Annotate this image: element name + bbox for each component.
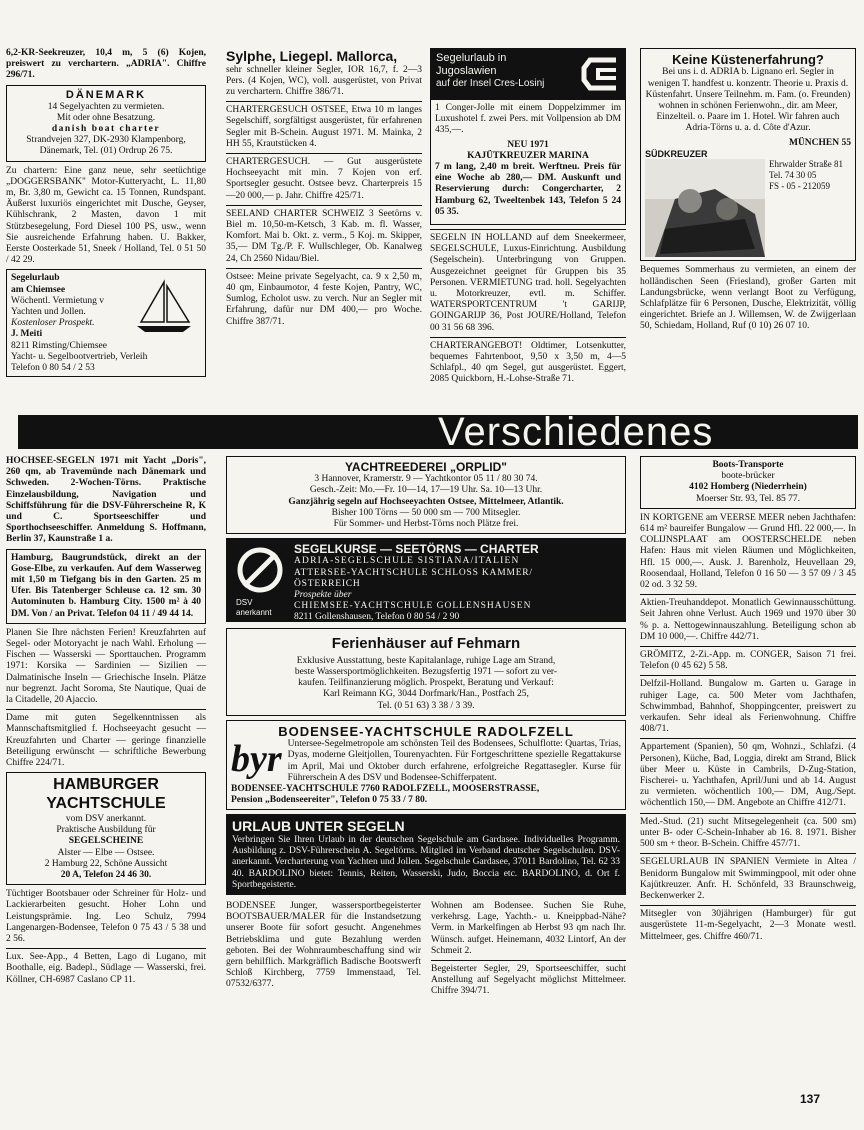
middle-bottom-columns — [226, 901, 626, 1001]
ad-daenemark-line: 14 Segelyachten zu vermieten. — [47, 101, 165, 112]
ad-kuestenerfahrung-text: Bei uns i. d. ADRIA b. Lignano erl. Segler in wenigen T. handfest u. konzentr. Theorie u. Praxis d. Küstenfahrt. Unsere Teilnehm. m. Fam. (o. Freunden) wohnen in schönen Ferienwohn., dir. am Meer, Einzelteil. o. Paare im 1. Hotel. Wir fahren auch Adria-Törns u. a. d. Côte d'Azur. — [645, 67, 851, 134]
ad-orplid-title: YACHTREEDEREI „ORPLID" — [345, 460, 507, 474]
ad-cres-kajut: KAJÜTKREUZER MARINA — [467, 150, 589, 161]
ad-suedkreuzer-address — [769, 159, 853, 191]
ad-bt-line: boote-brücker — [721, 471, 775, 482]
ad-chiemsee-line: Yachten und Jollen. — [11, 307, 86, 318]
ad-cres-text: 1 Conger-Jolle mit einem Doppelzimmer im Luxushotel f. zwei Pers. mit Vollpension ab DM 435,—. — [435, 103, 621, 136]
ad-chiemsee-line: 8211 Rimsting/Chiemsee — [11, 340, 107, 351]
ad-charterangebot: CHARTERANGEBOT! Oldtimer, Lotsenkutter, bequemes Fahrtenboot, 9,50 x 3,50 m, 4—5 Schlafpl., 40 qm Segel, gut ausgerüstet. Eggert, 2085 Quickborn, H.-Lohse-Straße 71. — [430, 340, 626, 385]
ad-fehmarn-title: Ferienhäuser auf Fehmarn — [331, 635, 521, 653]
ad-kuestenerfahrung — [640, 48, 856, 261]
ad-cres-line: Segelurlaub in — [436, 52, 507, 64]
ad-segelkurse-title: SEGELKURSE — SEETÖRNS — CHARTER — [294, 542, 539, 557]
ad-bodensee-yachtschule — [226, 720, 626, 811]
ad-chartergesuch: CHARTERGESUCH. — Gut ausgerüstete Hochseeyacht mit min. 7 Kojen von erf. Sportsegler gesucht. Ostsee bevz. Charterpreis 15—20 000,— p. Jahr. Chiffre 425/71. — [226, 156, 422, 201]
ad-suedkreuzer-street: Ehrwalder Straße 81 — [769, 159, 843, 170]
ad-begeisterter-segler: Begeisterter Segler, 29, Sportseeschiffer, sucht Anstellung auf Segelyacht möglichst Mittelmeer. Chiffre 394/71. — [431, 963, 626, 997]
ad-groemitz: GRÖMITZ, 2-Zi.-App. m. CONGER, Saison 71 frei. Telefon (0 45 62) 5 58. — [640, 650, 856, 672]
ad-orplid-line: Ganzjährig segeln auf Hochseeyachten Ostsee, Mittelmeer, Atlantik. — [288, 496, 564, 507]
ad-segeln-holland: SEGELN IN HOLLAND auf dem Sneekermeer, SEGELSCHULE, Luxus-Einrichtung. Ausbildung (Segelschein). Unterbringung von Gruppen. Ausgezeichnet geeignet für Gruppen bis 35 Personen. VERMIETUNG trad. holl. Segelyachten u. Motorkreuzer, evtl. m. Schiffer. WATERSPORTCENTRUM 't GARIJP, GOINGARIJP 36, Post JOURE/Holland, Telefon 00 31 56 68 396. — [430, 233, 626, 333]
ad-uus-title: URLAUB UNTER SEGELN — [232, 818, 405, 835]
ad-appartement-spanien: Appartement (Spanien), 50 qm, Wohnzi., Schlafzi. (4 Personen), Küche, Bad, Loggia, direkt am Strand, Blick über Meer u. Küste in Cambrils, D-Zug-Station, Fischerei- u. Yachthafen, April/Juni und ab 14. August zu vermieten. wöchentlich 100,— DM, Aug./Sept. wöchentlich 150,— DM. Angebote an Chiffre 412/71. — [640, 742, 856, 809]
column-1-top — [6, 48, 206, 381]
ad-hys-line: SEGELSCHEINE — [68, 836, 144, 847]
ad-bt-line: 4102 Homberg (Niederrhein) — [689, 482, 807, 493]
ad-hys-title: YACHTSCHULE — [46, 795, 166, 813]
ad-chiemsee-phone: Telefon 0 80 54 / 2 53 — [11, 363, 95, 374]
column-4-top — [640, 48, 856, 336]
dsv-logo-icon — [236, 546, 284, 594]
ad-hys-line: 2 Hamburg 22, Schöne Aussicht — [44, 858, 168, 869]
ad-orplid-line: Für Sommer- und Herbst-Törns noch Plätze frei. — [333, 518, 519, 529]
ad-ostsee-private: Ostsee: Meine private Segelyacht, ca. 9 x 2,50 m, 40 qm, Einbaumotor, 4 feste Kojen, Pantry, WC, Sumlog, Echolot usw. zu verch. Nur an Segler mit Erfahrung, dafür nur DM 400,— pro Woche. Chiffre 387/71. — [226, 271, 422, 327]
ad-hys-line: 20 A, Telefon 24 46 30. — [60, 870, 152, 881]
ad-sylphe: sehr schneller kleiner Segler, IOR 16,7, f. 2—3 Pers. (4 Kojen, WC), voll. ausgerüstet, von Privat zu verchartern. Chiffre 386/71. — [226, 64, 422, 97]
ad-hys-title: HAMBURGER — [53, 776, 159, 794]
ad-hamburg-grundstueck — [6, 549, 206, 624]
ad-mitsegler: Mitsegler von 30jährigen (Hamburger) für gut ausgerüstete 11-m-Segelyacht, 2—3 Monate westl. Mittelmeer, ges. Chiffre 460/71. — [640, 909, 856, 942]
ad-hamburger-yachtschule — [6, 772, 206, 885]
ad-byr-address: BODENSEE-YACHTSCHULE 7760 RADOLFZELL, MOOSERSTRASSE, — [231, 784, 540, 795]
section-banner-title: Verschiedenes — [438, 415, 714, 449]
ad-byr-text: Untersee-Segelmetropole am schönsten Teil des Bodensees, Schulflotte: Quartas, Trias, Dyas, moderne Gleitjollen, Tourenyachten. Für Fortgeschrittene spezielle Regattakurse im April, Mai und Oktober durch erfahrene, erfolgreiche Regattasegler. Kurse für Führerschein A des DSV und Bodensee-Schifferpatent. — [287, 739, 621, 783]
ad-dame-gesucht: Dame mit guten Segelkenntnissen als Mannschaftsmitglied f. Hochseeyacht gesucht — Kreuzfahrten und Charter — geringe finanzielle Beteiligung erwünscht — schriftliche Bewerbung Chiffre 224/71. — [6, 713, 206, 769]
ad-byr-title: BODENSEE-YACHTSCHULE RADOLFZELL — [278, 723, 574, 739]
ad-planen-ferien: Planen Sie Ihre nächsten Ferien! Kreuzfahrten auf Segel- oder Motoryacht je nach Wahl. Erholung — Fischen — Wasserski — Sporttauchen. Programm 1971: Korsika — Sardinien — Sizilien — Dalmatinische Inseln — Griechische Inseln. Plätze nur begrenzt. Jacht Soroma, Ste Nautique, Quai de la Citadelle, 20 Ajaccio. — [6, 627, 206, 706]
ad-fehmarn-line: beste Wassersportmöglichkeiten. Bezugsfertig 1971 — sofort zu ver- — [294, 667, 558, 678]
ad-aktien: Aktien-Treuhanddepot. Monatlich Gewinnausschüttung. Seit Jahren ohne Verlust. Auch 1969 und 1970 über 30 % p. a. Nettogewinnauszahlung. Beteiligung schon ab DM 10 000,—. Chiffre 442/71. — [640, 598, 856, 642]
column-4-lower — [640, 456, 856, 946]
ad-chiemsee-line: am Chiemsee — [11, 284, 66, 295]
ad-sylphe-title: Sylphe, Liegepl. Mallorca, — [226, 48, 398, 64]
ad-segelkurse-line: 8211 Gollenshausen, Telefon 0 80 54 / 2 90 — [294, 612, 460, 623]
ad-byr-phone: Pension „Bodenseereiter", Telefon 0 75 33 / 7 80. — [231, 795, 428, 806]
ad-suedkreuzer-telex: FS - 05 - 212059 — [769, 180, 831, 191]
section-banner — [18, 415, 858, 449]
ad-hys-line: vom DSV anerkannt. — [65, 814, 147, 825]
ad-lux-see-app: Lux. See-App., 4 Betten, Lago di Lugano, mit Boothalle, eig. Badepl., Südlage — Wasserski, frei. Köllner, CH-6987 Caslano CP 11. — [6, 952, 206, 985]
ad-seeland: SEELAND CHARTER SCHWEIZ 3 Seetörns v. Biel m. 10,50-m-Ketsch, 3 Kab. m. fl. Wasser, Komfort. Mai b. Okt. z. verm., 5 Koj. m. Skipper, 35,— DM Tg./P. F. Wullschleger, Ob. Kanalweg 24, Ch 2560 Nidau/Biel. — [226, 208, 422, 264]
middle-bottom-right — [431, 901, 626, 1001]
ad-segelkurse-line: CHIEMSEE-YACHTSCHULE GOLLENSHAUSEN — [294, 601, 532, 612]
ad-urlaub-unter-segeln — [226, 814, 626, 895]
ad-cres-line: Jugoslawien — [436, 64, 497, 77]
column-1-lower — [6, 456, 206, 989]
ad-segelkurse-line: Prospekte über — [294, 589, 352, 600]
ad-suedkreuzer-photo-area — [645, 159, 851, 257]
ad-segelkurse-line: ÖSTERREICH — [294, 578, 361, 589]
ad-chiemsee-name: J. Meiti — [11, 329, 43, 340]
ad-hochsee-segeln: HOCHSEE-SEGELN 1971 mit Yacht „Doris", 260 qm, ab Travemünde nach Dänemark und Schweden. 2-Wochen-Törns. Praktische Einzelausbildung, Navigation und Schiffsführung für die DSV-Führerscheine R, K und C. Sportseeschiffer und Sporthochseeschiffer. Anmeldung S. Hoffmann, Berlin 37, Kaunstraße 1 a. — [6, 456, 206, 545]
ad-orplid-line: 3 Hannover, Kramerstr. 9 — Yachtkontor 05 11 / 80 30 74. — [314, 474, 538, 485]
sailors-photo — [645, 159, 765, 257]
ad-orplid-line: Bisher 100 Törns — 50 000 sm — 700 Mitsegler. — [331, 507, 521, 518]
ad-fehmarn-line: Tel. (0 51 63) 3 38 / 3 39. — [377, 700, 475, 711]
ad-chiemsee-line: Segelurlaub — [11, 273, 60, 284]
ad-kortgene: IN KORTGENE am VEERSE MEER neben Jachthafen: 614 m² baureifer Bungalow — Grund Hfl. 22 000,—. In COLIJNSPLAAT am OOSTERSCHELDE neben Hafen: Haus mit vielen Räumen und Möglichkeiten, Hfl. 15 000,—. Ausk. J. Barenholz, Heuvellaan 29, Roosendaal, Holland, Telefon 0 16 50 — 3 57 09 / 3 45 02 od. 3 32 59. — [640, 512, 856, 591]
ad-kuestenerfahrung-title: Keine Küstenerfahrung? — [672, 52, 824, 67]
ad-orplid — [226, 456, 626, 534]
page-number: 137 — [800, 1092, 821, 1106]
sailboat-icon — [129, 278, 199, 336]
ad-daenemark-line: Mit oder ohne Besatzung. — [56, 112, 156, 123]
ad-suedkreuzer-name: SÜDKREUZER — [645, 148, 708, 159]
ad-chiemsee-line: Kostenloser Prospekt. — [11, 318, 95, 329]
ad-uus-text: Verbringen Sie Ihren Urlaub in der deutschen Segelschule am Gardasee. Individuelles Programm. Ausbildung z. DSV-Führerschein A. Segeltörns. Mitglied im Verband deutscher Segelschulen. DSV-anerkannt. Vercharterung von Yachten und Jollen. Segelschule Gardasee, 37011 Bardolino, Tel. 62 33 40. BARDOLINO bietet: Tennis, Reiten, Wasserski, Judo, Boccia etc. BARDOLINO, d. Ort f. Sportbegeisterte. — [232, 834, 620, 890]
ad-chiemsee — [6, 269, 206, 377]
ad-segelurlaub-spanien: SEGELURLAUB IN SPANIEN Vermiete in Altea / Benidorm Bungalow mit Swimmingpool, mit oder ohne Kajütkreuzer. Anfr. H. Schönfeld, 33 Braunschweig, Beckenwerker 2. — [640, 857, 856, 901]
ad-seekreuzer: 6,2-KR-Seekreuzer, 10,4 m, 5 (6) Kojen, preiswert zu verchartern. „ADRIA". Chiffre 296/71. — [6, 48, 206, 81]
column-3-top — [430, 48, 626, 389]
ad-cres-body — [430, 100, 626, 225]
middle-block — [226, 456, 626, 1001]
ad-cres-neu: NEU 1971 — [507, 139, 549, 150]
ad-boots-transporte — [640, 456, 856, 509]
ad-cres-kajut-text: 7 m lang, 2,40 m breit. Werftneu. Preis für eine Woche ab 280,— DM. Auskunft und Reservierung durch: Congercharter, 2 Hamburg 62, Tweeltenbek 143, Telefon 5 24 05 35. — [435, 162, 621, 217]
ad-chiemsee-line: Yacht- u. Segelbootvertrieb, Verleih — [11, 351, 148, 362]
ad-chiemsee-line: Wöchentl. Vermietung v — [11, 295, 104, 306]
column-2-top — [226, 48, 422, 331]
ad-bodensee-bootsbauer: BODENSEE Junger, wassersportbegeisterter BOOTSBAUER/MALER für die Instandsetzung unserer Boote für sofort gesucht. Angenehmes Betriebsklima und gute Bezahlung werden geboten. Bei der Wohnraumbeschaffung sind wir gern behilflich. Markgräflich Badische Bootswerft Schloß Kirchberg, 7759 Immenstaad, Tel. 07532/6377. — [226, 900, 421, 990]
ad-segelkurse-dsv: DSV — [236, 598, 253, 608]
ad-daenemark-company: danish boat charter — [51, 123, 161, 134]
ad-segelkurse-line: ADRIA-SEGELSCHULE SISTIANA/ITALIEN — [294, 556, 520, 567]
ad-cres-banner — [430, 48, 626, 100]
ad-fehmarn-line: Karl Reimann KG, 3044 Dorfmark/Han., Postfach 25, — [323, 689, 529, 700]
ad-bt-line: Boots-Transporte — [712, 460, 784, 470]
ad-delfzil: Delfzil-Holland. Bungalow m. Garten u. Garage in ruhiger Lage, ca. 500 Meter vom Jachthafen, Schwimmbad, Bahnhof, Shoppingcenter, preiswert zu verkaufen. Sehr ideal als Ferienwohnung. Chiffre 408/71. — [640, 679, 856, 735]
byr-logo: byr — [231, 738, 282, 781]
conger-logo-icon — [580, 56, 620, 92]
ad-suedkreuzer-city: MÜNCHEN 55 — [788, 137, 851, 148]
ad-doggersbank: Zu chartern: Eine ganz neue, sehr seetüchtige „DOGGERSBANK" Motor-Kutteryacht, L. 11,80 m, Br. 3,80 m, Gewicht ca. 15 Tonnen, Rundspant. Äußerst luxuriös eingerichtet mit Dusche, Geyser, Kühlschrank, 2 Masten, davon 1 mit Stützbesegelung, Ford Diesel 100 PS, usw., wenn Sie ausreichende Erfahrung haben. U. Bakker, Eerste Oosterkade 51, Sneek / Holland, Tel. 0 51 50 / 42 29. — [6, 165, 206, 266]
ad-bt-line: Moerser Str. 93, Tel. 85 77. — [696, 493, 800, 504]
ad-suedkreuzer-phone: Tel. 74 30 05 — [769, 169, 817, 180]
ad-segelkurse-anerkannt: anerkannt — [236, 608, 272, 618]
ad-fehmarn-line: Exklusive Ausstattung, beste Kapitalanlage, ruhige Lage am Strand, — [296, 655, 556, 666]
ad-fehmarn — [226, 628, 626, 716]
ad-sommerhaus: Bequemes Sommerhaus zu vermieten, an einem der holländischen Seen (Friesland), großer Garten mit Landungsbrücke, wenn verlangt Boot zu Verfügung, Schlafplätze für 6 Personen, Dusche, Elektrizität, völlig eingerichtet. Briefe an J. Willemsen, W. de Zwijgerlaan 50, Schiedam, Holland, Ruf (0 10) 26 07 10. — [640, 265, 856, 332]
ad-orplid-line: Gesch.-Zeit: Mo.—Fr. 10—14, 17—19 Uhr. Sa. 10—13 Uhr. — [309, 485, 543, 496]
ad-cres-line: auf der Insel Cres-Losinj — [436, 77, 545, 89]
ad-daenemark-address: Strandvejen 327, DK-2930 Klampenborg, Dänemark, Tel. (01) Ordrup 26 75. — [26, 135, 186, 157]
ad-segelkurse — [226, 538, 626, 622]
ad-chartergesuch-ostsee: CHARTERGESUCH OSTSEE, Etwa 10 m langes Segelschiff, sorgfältigst ausgerüstet, für erfahrenen Segler mit B-Schein. August 1971. M. Mainka, 2 HH 55, Krautstücken 4. — [226, 105, 422, 149]
ad-daenemark-title: DÄNEMARK — [65, 88, 147, 101]
ad-hys-line: Praktische Ausbildung für — [56, 825, 156, 836]
ad-segelkurse-line: ATTERSEE-YACHTSCHULE SCHLOSS KAMMER/ — [294, 567, 533, 578]
ad-hamburg-grundstueck-text: Hamburg, Baugrundstück, direkt an der Gose-Elbe, zu verkaufen. Auf dem Wasserweg mit 1,50 m Tiefgang bis in den Garten. 25 m Ufer. Bis Tatenberger Schleuse ca. 12 sm. 30 Autominuten b. Hamburg City. 1500 m² à 40 DM. Von / an Privat. Telefon 04 11 / 49 44 14. — [11, 552, 201, 619]
ad-hys-line: Alster — Elbe — Ostsee. — [57, 847, 155, 858]
ad-bootsbauer: Tüchtiger Bootsbauer oder Schreiner für Holz- und Lackierarbeiten gesucht. Hoher Lohn und Leistungsprämie. Ing. Leo Schulz, 7994 Langenargen-Bodensee, Telefon 0 75 43 / 5 38 und 2 56. — [6, 889, 206, 945]
ad-daenemark — [6, 85, 206, 162]
ad-fehmarn-line: kaufen. Teilfinanzierung möglich. Prospekt, Beratung und Verkauf: — [298, 678, 554, 689]
ad-med-stud: Med.-Stud. (21) sucht Mitsegelegenheit (ca. 500 sm) unter B- oder C-Schein-Inhaber ab 16. 8. 1971. Bisher 500 sm + theor. B-Schein. Chiffre 457/71. — [640, 816, 856, 850]
ad-wohnen-bodensee: Wohnen am Bodensee. Suchen Sie Ruhe, verkehrsg. Lage, Yachth.- u. Kneippbad-Nähe? Verm. in Markelfingen ab Herbst 93 qm nach Ihr. Wünsch. aufget. Heinemann, 4032 Lintorf, An der Schmeit 2. — [431, 900, 626, 956]
